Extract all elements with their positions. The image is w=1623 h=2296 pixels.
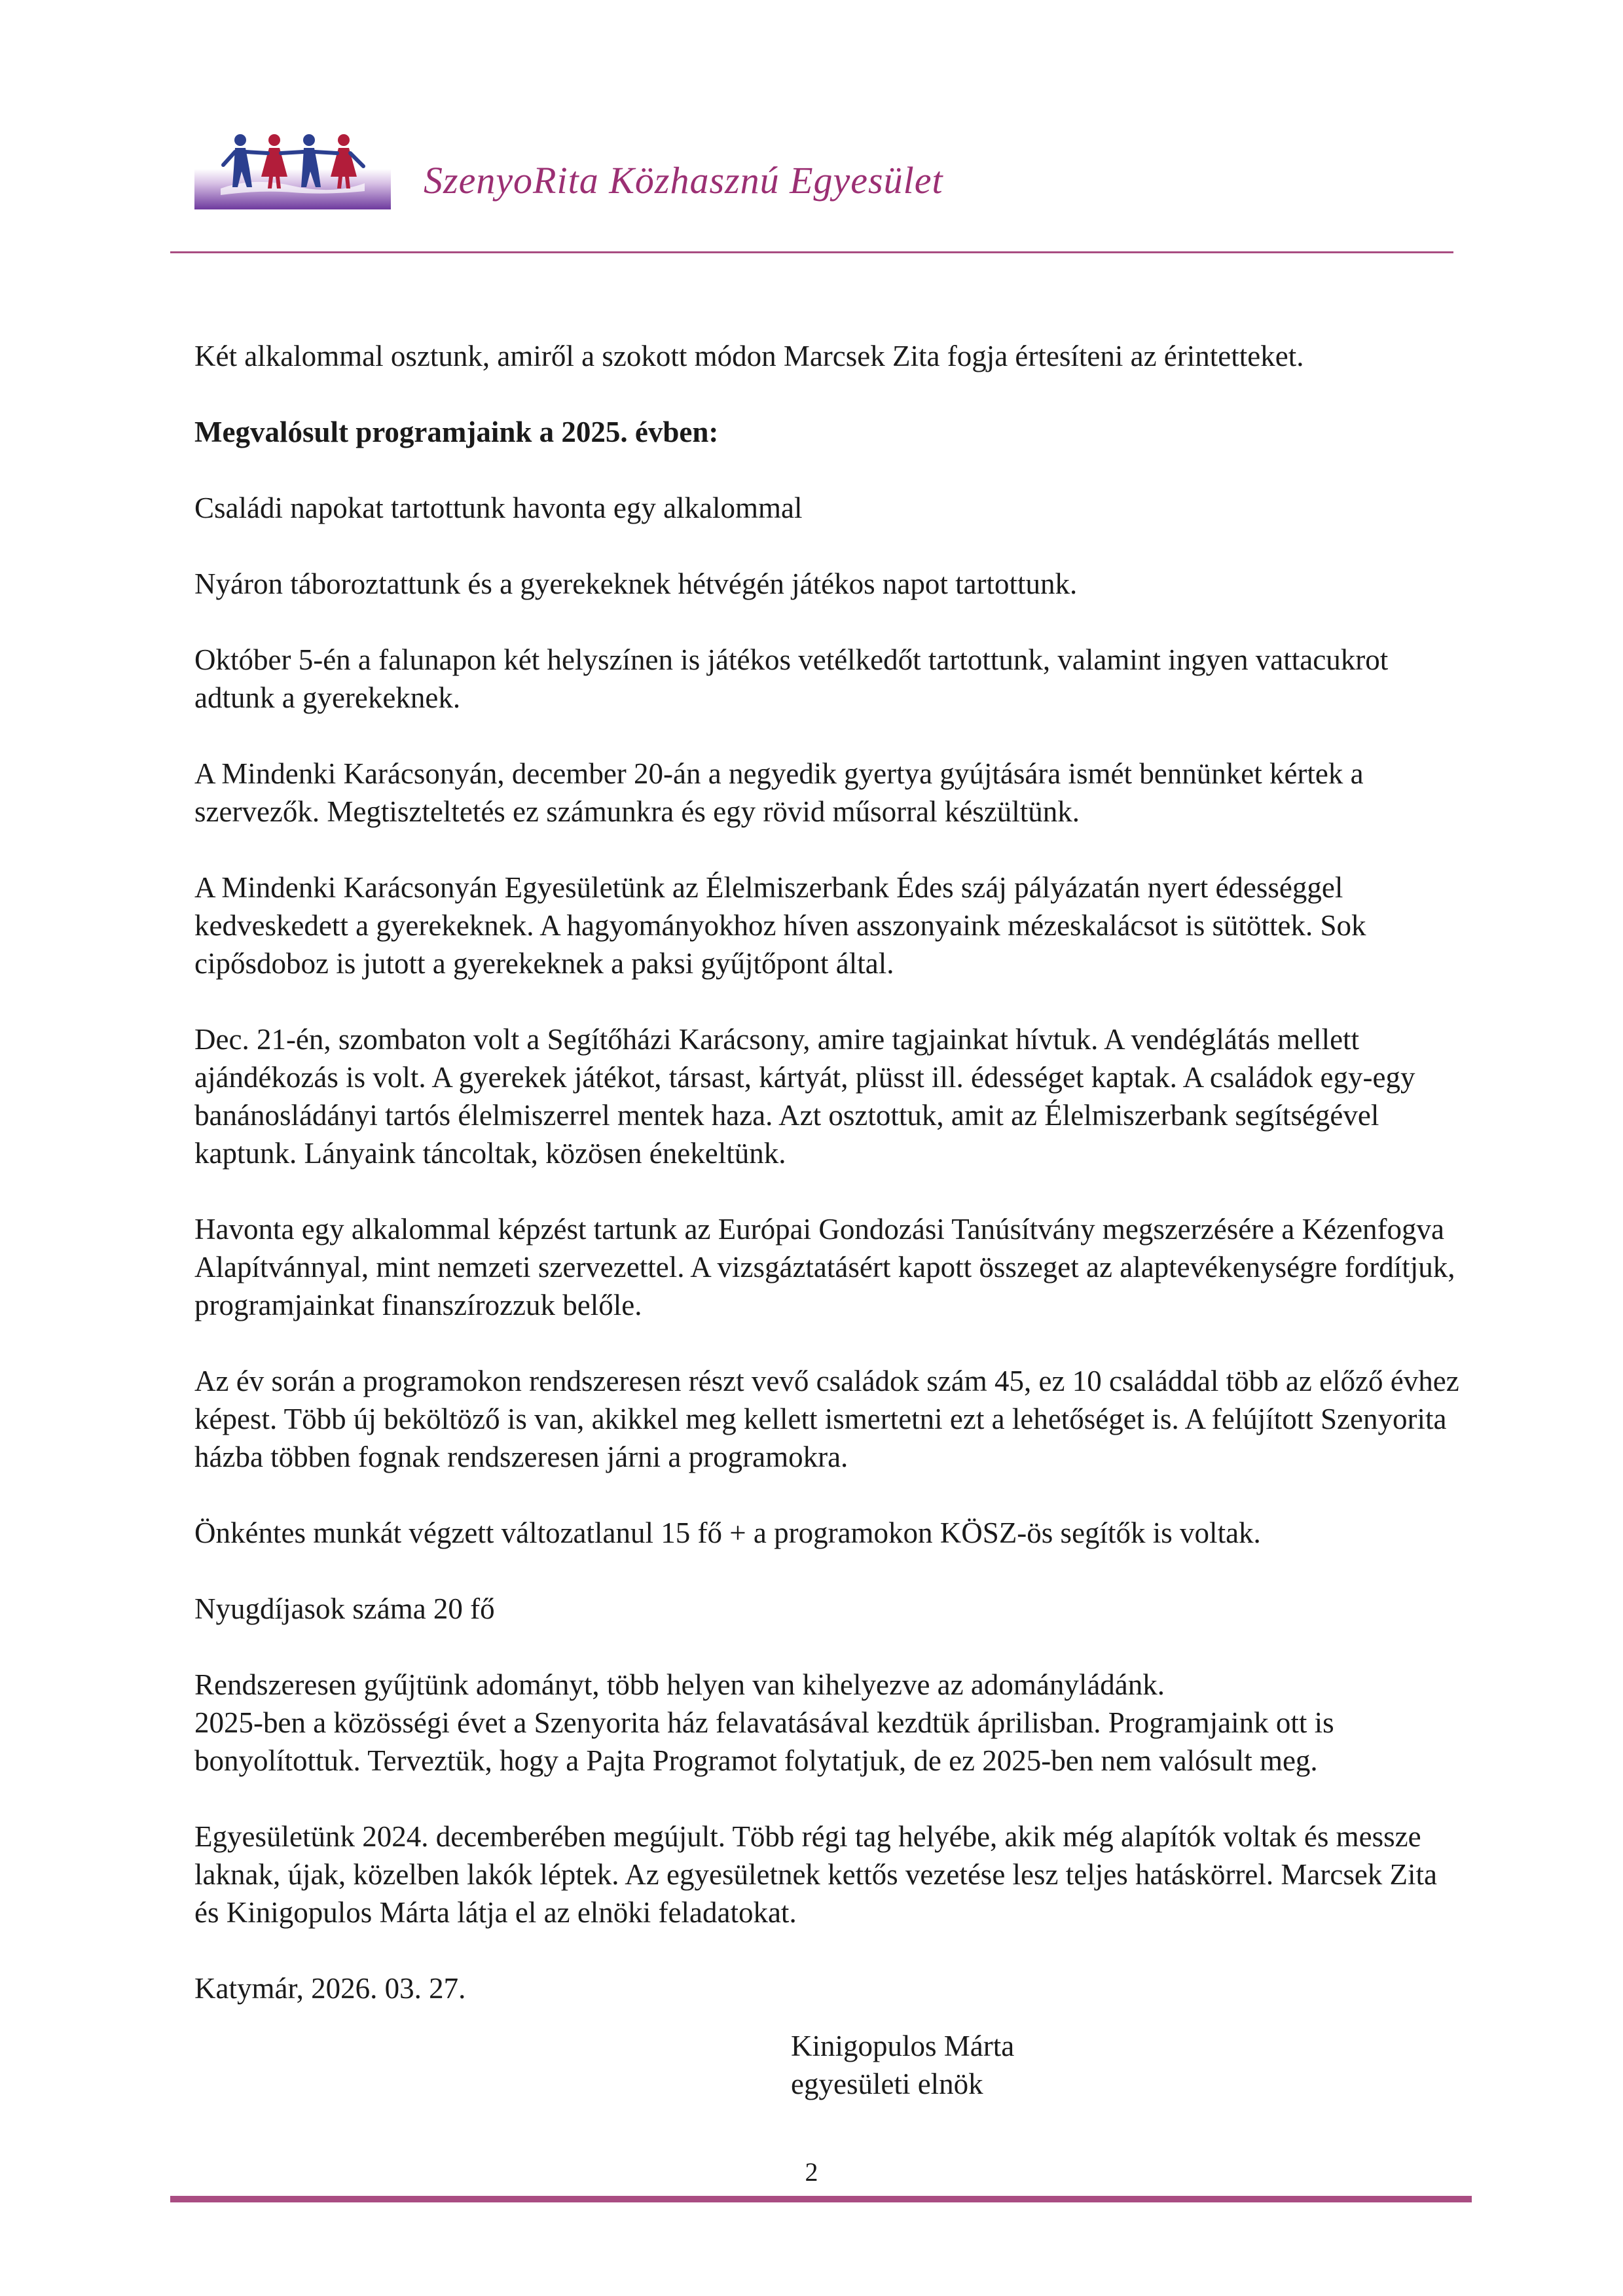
paragraph: Nyugdíjasok száma 20 fő	[194, 1592, 495, 1625]
organization-name: SzenyoRita Közhasznú Egyesület	[424, 159, 943, 202]
paragraph: Önkéntes munkát végzett változatlanul 15 fő + a programokon KÖSZ-ös segítők is voltak.	[194, 1516, 1261, 1549]
paragraph: Az év során a programokon rendszeresen részt vevő családok szám 45, ez 10 családdal több az előző évhez képest. Több új beköltöző is van, akikkel meg kellett ismertetni ezt a lehetőséget is. A felújított Szenyorita házba többen fognak rendszeresen járni a programokra.	[194, 1365, 1459, 1473]
letter-body	[194, 337, 1465, 2007]
letterhead	[194, 131, 1451, 209]
paragraph: Családi napokat tartottunk havonta egy alkalommal	[194, 492, 803, 524]
paragraph: A Mindenki Karácsonyán Egyesületünk az Élelmiszerbank Édes száj pályázatán nyert édességgel kedveskedett a gyerekeknek. A hagyományokhoz híven asszonyaink mézeskalácsot is sütöttek. Sok cipősdoboz is jutott a gyerekeknek a paksi gyűjtőpont által.	[194, 871, 1366, 980]
paragraph: 2025-ben a közösségi évet a Szenyorita ház felavatásával kezdtük áprilisban. Programjaink ott is bonyolítottuk. Terveztük, hogy a Pajta Programot folytatjuk, de ez 2025-ben nem valósult meg.	[194, 1706, 1334, 1777]
header-divider	[170, 251, 1453, 253]
section-heading: Megvalósult programjaink a 2025. évben:	[194, 416, 719, 448]
paragraph: Október 5-én a falunapon két helyszínen is játékos vetélkedőt tartottunk, valamint ingyen vattacukrot adtunk a gyerekeknek.	[194, 643, 1389, 714]
page-number: 2	[805, 2157, 818, 2187]
signature-block	[791, 2027, 1014, 2103]
paragraph: Dec. 21-én, szombaton volt a Segítőházi Karácsony, amire tagjainkat hívtuk. A vendéglátás mellett ajándékozás is volt. A gyerekek játékot, társast, kártyát, plüsst ill. édességet kaptak. A családok egy-egy banánosládányi tartós élelmiszerrel mentek haza. Azt osztottuk, amit az Élelmiszerbank segítségével kaptunk. Lányaink táncoltak, közösen énekeltünk.	[194, 1023, 1415, 1170]
paragraph: A Mindenki Karácsonyán, december 20-án a negyedik gyertya gyújtására ismét bennünket kértek a szervezők. Megtiszteltetés ez számunkra és egy rövid műsorral készültünk.	[194, 757, 1364, 828]
signer-name: Kinigopulos Márta	[791, 2030, 1015, 2062]
date-line: Katymár, 2026. 03. 27.	[194, 1972, 466, 2005]
paragraph: Nyáron táboroztattunk és a gyerekeknek hétvégén játékos napot tartottunk.	[194, 567, 1078, 600]
paragraph: Két alkalommal osztunk, amiről a szokott módon Marcsek Zita fogja értesíteni az érintetteket.	[194, 340, 1304, 372]
paragraph: Rendszeresen gyűjtünk adományt, több helyen van kihelyezve az adományládánk.	[194, 1668, 1165, 1701]
footer-divider	[170, 2196, 1472, 2202]
people-holding-hands-logo-icon	[194, 131, 391, 209]
paragraph: Havonta egy alkalommal képzést tartunk az Európai Gondozási Tanúsítvány megszerzésére a Kézenfogva Alapítvánnyal, mint nemzeti szervezettel. A vizsgáztatásért kapott összeget az alaptevékenységre fordítjuk, programjainkat finanszírozzuk belőle.	[194, 1213, 1455, 1321]
signer-title: egyesületi elnök	[791, 2068, 983, 2100]
paragraph: Egyesületünk 2024. decemberében megújult. Több régi tag helyébe, akik még alapítók voltak és messze laknak, újak, közelben lakók léptek. Az egyesületnek kettős vezetése lesz teljes hatáskörrel. Marcsek Zita és Kinigopulos Márta látja el az elnöki feladatokat.	[194, 1820, 1438, 1929]
